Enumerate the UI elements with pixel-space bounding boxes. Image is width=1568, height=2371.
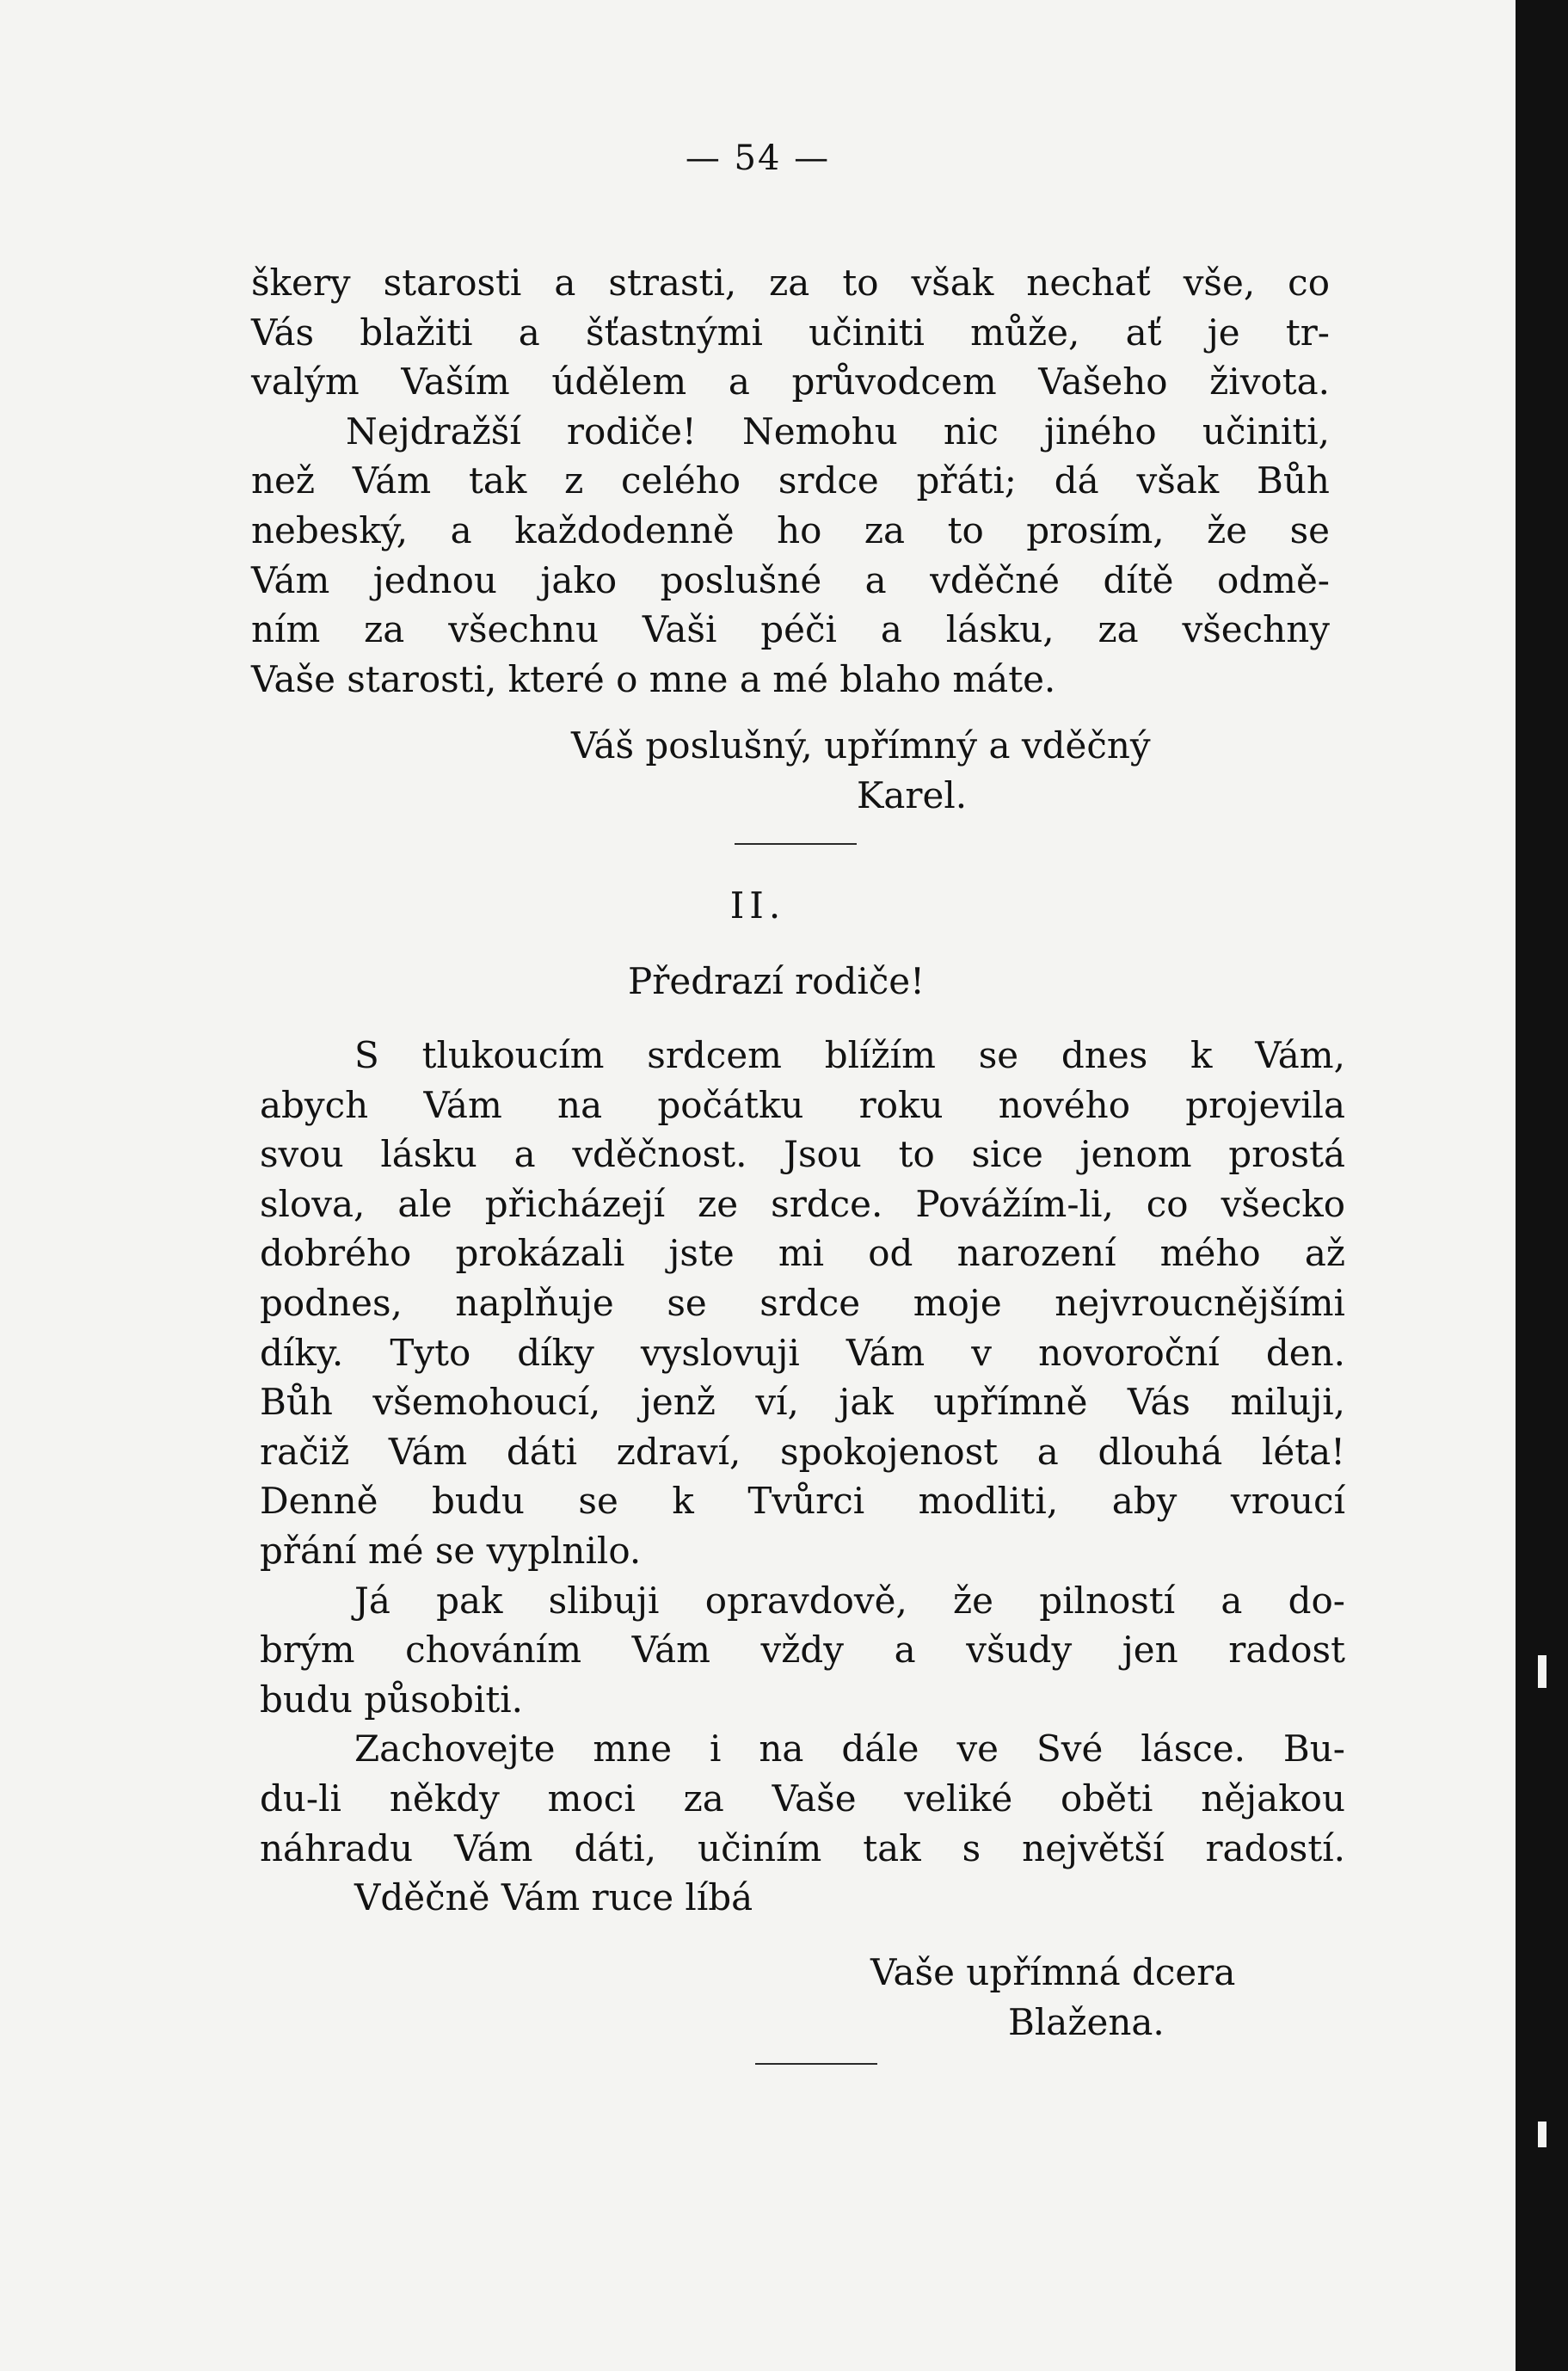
text-line: du-li někdy moci za Vaše veliké oběti nějakou bbox=[260, 1777, 1345, 1820]
binding-mark bbox=[1538, 1655, 1546, 1688]
letter-2-closing: Vaše upřímná dcera bbox=[870, 1951, 1236, 1993]
text-line: náhradu Vám dáti, učiním tak s největší radostí. bbox=[260, 1826, 1345, 1869]
text-line: Zachovejte mne i na dále ve Své lásce. Bu- bbox=[354, 1727, 1345, 1771]
text-line: brým chováním Vám vždy a všudy jen radost bbox=[260, 1629, 1345, 1672]
text-line: ním za všechnu Vaši péči a lásku, za všechny bbox=[251, 608, 1330, 651]
letter-2-salutation: Předrazí rodiče! bbox=[628, 960, 925, 1002]
letter-1-signature: Karel. bbox=[857, 774, 968, 816]
text-line: račiž Vám dáti zdraví, spokojenost a dlouhá léta! bbox=[260, 1430, 1345, 1473]
letter-2-signature: Blažena. bbox=[1008, 2001, 1165, 2043]
text-line: Vděčně Vám ruce líbá bbox=[354, 1876, 753, 1919]
book-binding-edge bbox=[1516, 0, 1568, 2371]
text-line: díky. Tyto díky vyslovuji Vám v novoroční den. bbox=[260, 1331, 1345, 1374]
text-line: dobrého prokázali jste mi od narození mého až bbox=[260, 1232, 1345, 1275]
text-line: Já pak slibuji opravdově, že pilností a do- bbox=[354, 1579, 1345, 1622]
letter-1-body bbox=[251, 258, 1330, 704]
binding-mark bbox=[1538, 2122, 1546, 2147]
text-line: podnes, naplňuje se srdce moje nejvroucnějšími bbox=[260, 1281, 1345, 1324]
page-number: — 54 — bbox=[685, 139, 831, 178]
text-line: nebeský, a každodenně ho za to prosím, že se bbox=[251, 508, 1330, 551]
text-line: Vás blažiti a šťastnými učiniti může, ať je tr- bbox=[251, 311, 1330, 354]
section-divider bbox=[735, 843, 857, 845]
text-line: valým Vaším údělem a průvodcem Vašeho života. bbox=[251, 360, 1330, 403]
text-line: S tlukoucím srdcem blížím se dnes k Vám, bbox=[354, 1034, 1345, 1076]
text-line: Denně budu se k Tvůrci modliti, aby vroucí bbox=[260, 1480, 1345, 1523]
letter-2-number: II. bbox=[729, 884, 786, 927]
text-line: Bůh všemohoucí, jenž ví, jak upřímně Vás miluji, bbox=[260, 1381, 1345, 1424]
section-divider bbox=[755, 2063, 877, 2065]
text-line: Nejdražší rodiče! Nemohu nic jiného učiniti, bbox=[346, 410, 1330, 453]
text-line: než Vám tak z celého srdce přáti; dá však Bůh bbox=[251, 459, 1330, 502]
letter-1-closing: Váš poslušný, upřímný a vděčný bbox=[571, 724, 1151, 767]
text-line: Vám jednou jako poslušné a vděčné dítě odmě- bbox=[251, 558, 1330, 601]
text-line: slova, ale přicházejí ze srdce. Povážím-li, co všecko bbox=[260, 1182, 1345, 1225]
text-line: Vaše starosti, které o mne a mé blaho máte. bbox=[251, 657, 1056, 700]
letter-2-body bbox=[260, 1031, 1345, 1923]
text-line: svou lásku a vděčnost. Jsou to sice jenom prostá bbox=[260, 1133, 1345, 1176]
text-line: přání mé se vyplnilo. bbox=[260, 1529, 642, 1572]
text-line: škery starosti a strasti, za to však nechať vše, co bbox=[251, 262, 1330, 304]
text-line: abych Vám na počátku roku nového projevila bbox=[260, 1083, 1345, 1126]
text-line: budu působiti. bbox=[260, 1678, 523, 1721]
